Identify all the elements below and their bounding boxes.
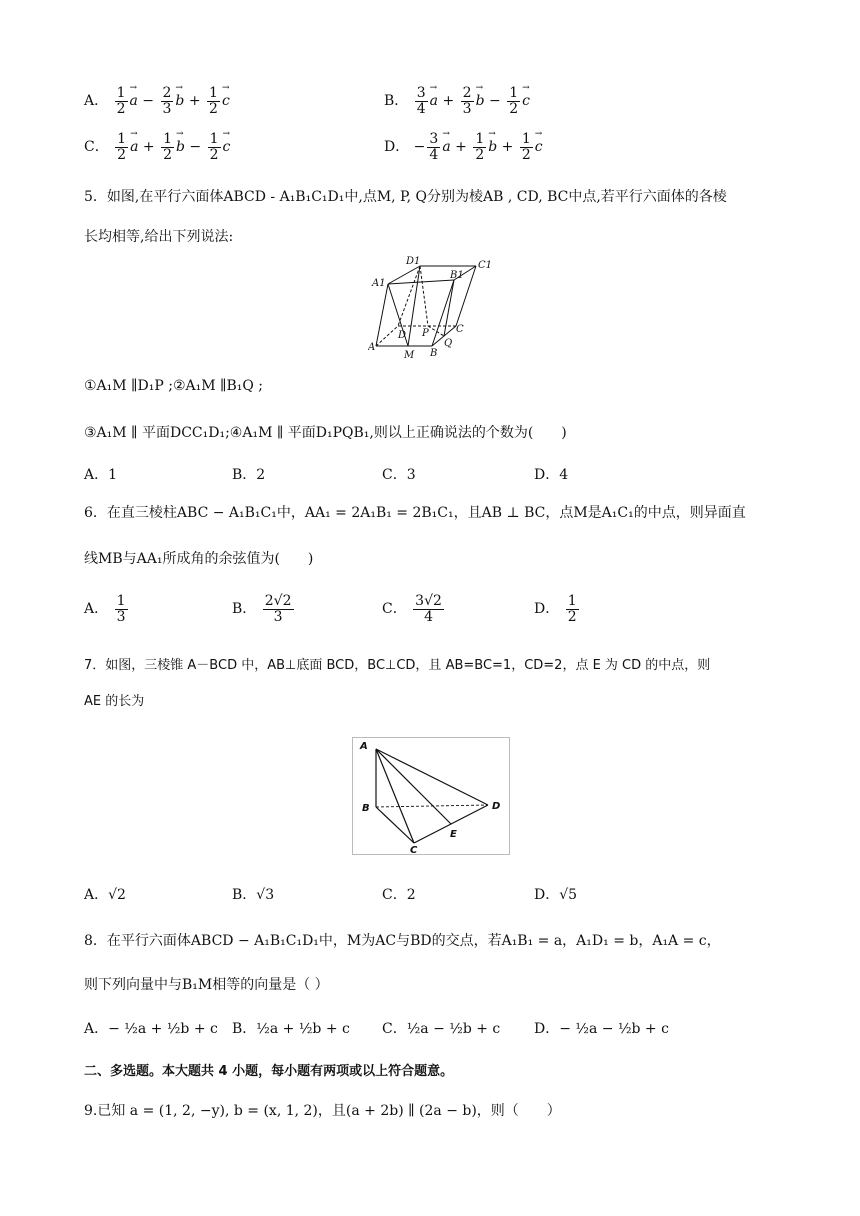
q4-option-b: B． $\frac{3}{4}$ → a + $\frac{2}{3}$ → b − $\frac{1}{2}$ → c <box>384 86 530 116</box>
q4-option-d-label: D． <box>384 139 410 156</box>
q5-stem-line2: 长均相等,给出下列说法: <box>84 229 234 245</box>
q7-option-b: B．√3 <box>232 887 275 903</box>
fig5-label-d: D <box>398 330 407 341</box>
fig7-label-e: E <box>450 829 457 840</box>
q5-option-c: C．3 <box>382 467 416 483</box>
fig5-label-a: A <box>368 342 376 353</box>
q7-option-a: A．√2 <box>84 887 126 903</box>
q5-stem-line1: 5．如图,在平行六面体ABCD - A₁B₁C₁D₁中,点M, P, Q分别为棱AB , CD, BC中点,若平行六面体的各棱 <box>84 189 727 205</box>
q4-option-d: D． − $\frac{3}{4}$ → a + $\frac{1}{2}$ → b + $\frac{1}{2}$ → c <box>384 132 543 162</box>
q7-stem-line1: 7．如图，三棱锥 A－BCD 中，AB⊥底面 BCD，BC⊥CD，且 AB=BC=1，CD=2，点 E 为 CD 的中点，则 <box>84 658 711 673</box>
q7-option-c: C．2 <box>382 887 416 903</box>
q9-stem-line1: 9.已知 a = (1, 2, −y), b = (x, 1, 2)，且(a + 2b) ∥ (2a − b)，则（ ） <box>84 1103 561 1119</box>
fig5-label-p: P <box>422 328 429 339</box>
q8-stem-line1: 8．在平行六面体ABCD − A₁B₁C₁D₁中，M为AC与BD的交点，若A₁B₁ = a，A₁D₁ = b，A₁A = c， <box>84 933 721 949</box>
q7-option-d: D．√5 <box>534 887 578 903</box>
q6-stem-line1: 6．在直三棱柱ABC − A₁B₁C₁中，AA₁ = 2A₁B₁ = 2B₁C₁，且AB ⊥ BC，点M是A₁C₁的中点，则异面直 <box>84 505 746 521</box>
q5-option-a: A．1 <box>84 467 118 483</box>
q8-option-a: A．− ½a + ½b + c <box>84 1021 218 1037</box>
q6-option-d: D． $\frac{1}{2}$ <box>534 593 577 625</box>
q4-option-a-label: A． <box>84 93 109 110</box>
q8-option-d: D．− ½a − ½b + c <box>534 1021 669 1037</box>
fig7-label-c: C <box>410 845 418 855</box>
q6-option-c: C． $\frac{3√2}{4}$ <box>382 593 442 625</box>
q6-stem-line2: 线MB与AA₁所成角的余弦值为( ) <box>84 551 314 567</box>
fig5-label-m: M <box>404 350 415 358</box>
q5-parallelepiped-figure <box>368 254 500 358</box>
fig5-label-d1: D1 <box>406 256 421 267</box>
fig5-label-q: Q <box>444 338 453 349</box>
q6-option-b: B． $\frac{2√2}{3}$ <box>232 593 292 625</box>
q5-option-d: D．4 <box>534 467 569 483</box>
fig7-label-a: A <box>360 741 368 752</box>
q7-pyramid-figure <box>352 737 510 855</box>
fig5-label-c1: C1 <box>478 260 493 271</box>
fig5-label-b: B <box>430 348 438 358</box>
q4-option-c: C． $\frac{1}{2}$ → a + $\frac{1}{2}$ → b − $\frac{1}{2}$ → c <box>84 132 230 162</box>
q4-option-a: A． $\frac{1}{2}$ → a − $\frac{2}{3}$ → b + $\frac{1}{2}$ → c <box>84 86 230 116</box>
q5-statement2: ③A₁M ∥ 平面DCC₁D₁;④A₁M ∥ 平面D₁PQB₁,则以上正确说法的个数为( ) <box>84 425 567 441</box>
fig5-label-a1: A1 <box>372 278 386 289</box>
q8-option-c: C．½a − ½b + c <box>382 1021 501 1037</box>
fig7-label-b: B <box>362 803 370 814</box>
q4-option-b-label: B． <box>384 93 409 110</box>
q7-stem-line2: AE 的长为 <box>84 694 145 709</box>
q8-stem-line2: 则下列向量中与B₁M相等的向量是（ ） <box>84 977 329 993</box>
q8-option-b: B．½a + ½b + c <box>232 1021 350 1037</box>
q4-option-c-label: C． <box>84 139 109 156</box>
fig5-label-b1: B1 <box>450 270 464 281</box>
q5-statement1: ①A₁M ∥D₁P ;②A₁M ∥B₁Q ; <box>84 378 264 394</box>
fig5-label-c: C <box>456 324 464 335</box>
fig7-label-d: D <box>492 801 501 812</box>
q5-option-b: B．2 <box>232 467 266 483</box>
section-heading-multiple-choice: 二、多选题。本大题共 4 小题，每小题有两项或以上符合题意。 <box>84 1064 454 1079</box>
q6-option-a: A． $\frac{1}{3}$ <box>84 593 126 625</box>
